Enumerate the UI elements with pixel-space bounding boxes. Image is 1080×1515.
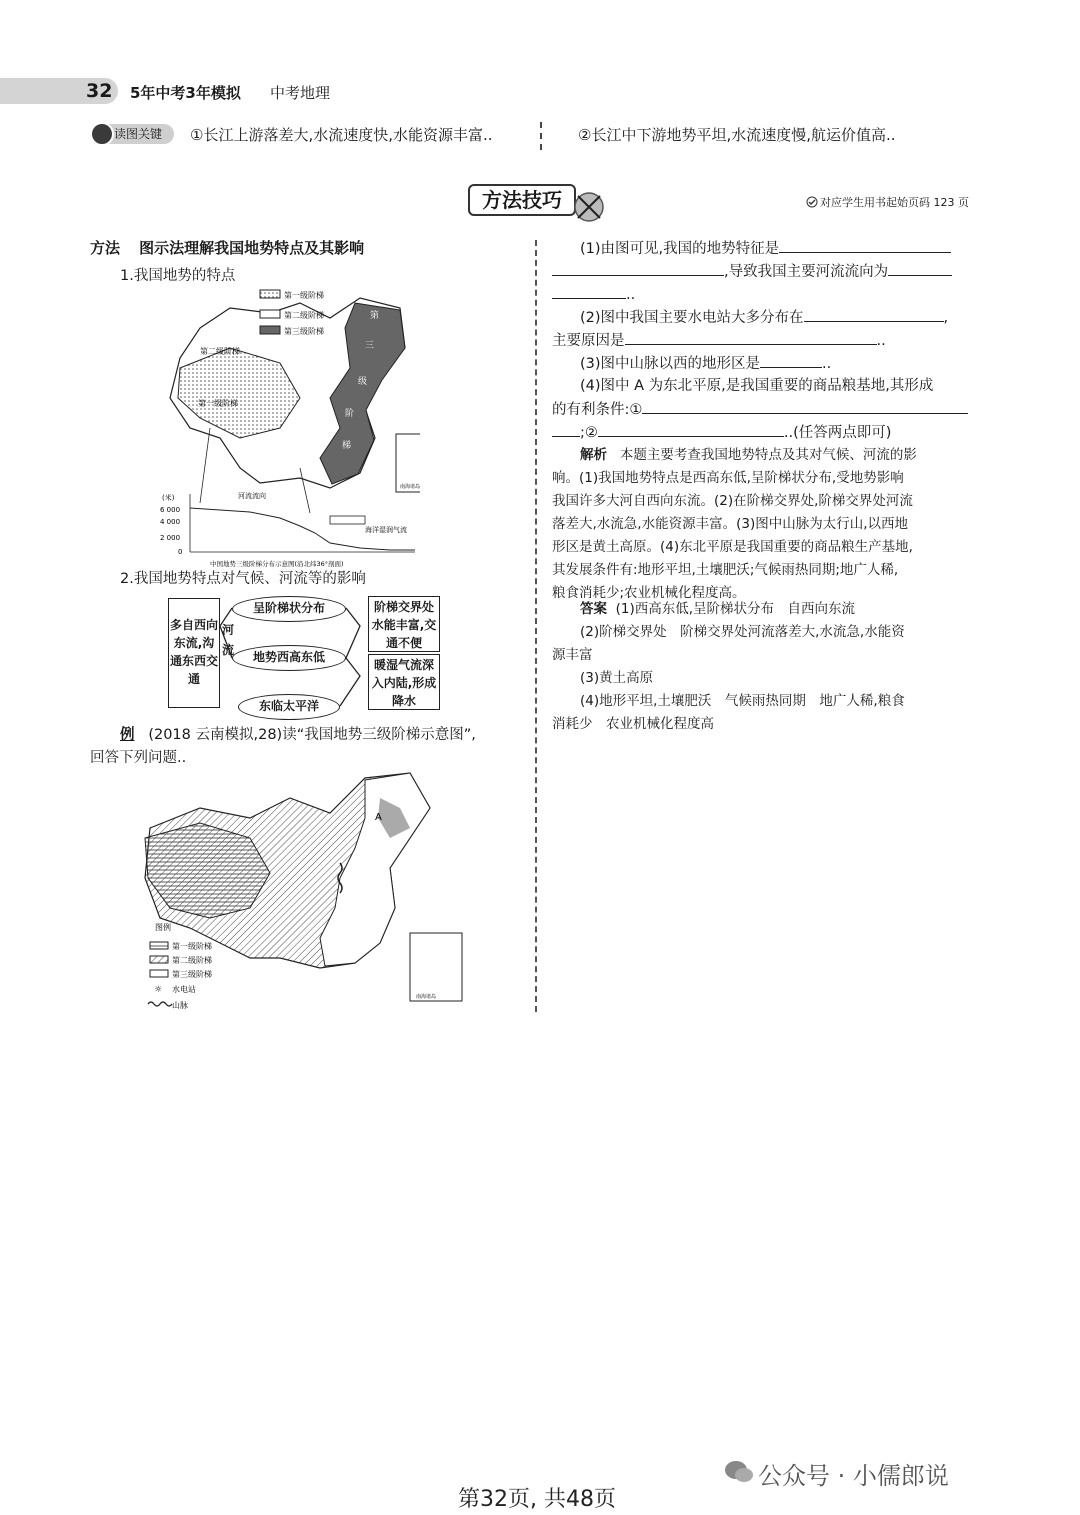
label-first-step: 第一级阶梯 (198, 399, 238, 408)
question-4-text-2: 的有利条件:① (552, 402, 643, 418)
label-second-step: 第二级阶梯 (200, 347, 240, 356)
legend-first: 第一级阶梯 (284, 291, 324, 300)
section-title: 方法技巧 (468, 184, 576, 216)
terrain-steps-map (160, 288, 420, 570)
answer-text: (1)西高东低,呈阶梯状分布 自西向东流 (615, 601, 856, 617)
label-third-char: 第 (370, 311, 380, 321)
key-point-1: ①长江上游落差大,水流速度快,水能资源丰富.. (190, 126, 493, 144)
ocean-air-label: 海洋湿润气流 (365, 526, 407, 534)
answer-blank[interactable] (760, 352, 822, 368)
answer-blank[interactable] (552, 283, 626, 299)
feature-pacific: 东临太平洋 (238, 694, 340, 720)
compass-icon (572, 190, 606, 224)
question-3 (580, 352, 831, 376)
example-label: 例 (120, 727, 135, 743)
inset-label: 南海诸岛 (400, 484, 420, 490)
answer-blank[interactable] (642, 398, 968, 414)
question-4-line-2 (552, 398, 968, 422)
question-1-text: (1)由图可见,我国的地势特征是 (580, 241, 780, 257)
profile-tick: 0 (178, 548, 183, 556)
analysis-text: 响。(1)我国地势特点是西高东低,呈阶梯状分布,受地势影响 (552, 470, 904, 486)
analysis-text: 我国许多大河自西向东流。(2)在阶梯交界处,阶梯交界处河流 (552, 493, 913, 509)
question-4-end: ..(任答两点即可) (783, 425, 892, 441)
answer-blank[interactable] (804, 306, 944, 322)
answer-text: 消耗少 农业机械化程度高 (552, 716, 714, 732)
answer-blank[interactable] (625, 329, 877, 345)
answer-text: (4)地形平坦,土壤肥沃 气候雨热同期 地广人稀,粮食 (580, 693, 905, 709)
question-3-end: .. (822, 356, 832, 372)
label-third-char: 阶 (345, 409, 355, 419)
question-1-text-2: ,导致我国主要河流流向为 (724, 264, 889, 280)
river-effect-box: 多自西向东流,沟通东西交通 (168, 598, 220, 708)
label-a: A (375, 812, 382, 823)
legend-hydropower: 水电站 (172, 985, 196, 994)
answer-text: (2)阶梯交界处 阶梯交界处河流落差大,水流急,水能资 (580, 624, 905, 640)
key-points-badge: 读图关键 (92, 124, 174, 144)
method-title: 图示法理解我国地势特点及其影响 (139, 239, 365, 257)
column-divider (535, 240, 537, 1012)
answer-text: 源丰富 (552, 647, 593, 663)
subheading-1: 1.我国地势的特点 (120, 268, 236, 284)
question-4-text-3: ;② (580, 425, 598, 441)
example-text-2: 回答下列问题.. (90, 750, 187, 766)
wechat-icon (724, 1458, 754, 1486)
legend-mountain: 山脉 (172, 1001, 188, 1010)
map1-caption: 中国地势三级阶梯分布示意图(沿北纬36°剖面) (210, 560, 344, 568)
answer-blank[interactable] (552, 260, 724, 276)
analysis-text: 本题主要考查我国地势特点及其对气候、河流的影 (619, 447, 917, 463)
label-third-char: 级 (358, 377, 368, 387)
question-2-text: (2)图中我国主要水电站大多分布在 (580, 310, 804, 326)
magnifier-icon (90, 122, 114, 146)
analysis-text: 落差大,水流急,水能资源丰富。(3)图中山脉为太行山,以西地 (552, 516, 908, 532)
legend-second: 第二级阶梯 (172, 956, 212, 965)
question-1-line-1 (580, 237, 951, 261)
analysis-text: 粮食消耗少;农业机械化程度高。 (552, 585, 746, 601)
answer-blank[interactable] (779, 237, 951, 253)
legend-second: 第二级阶梯 (284, 311, 324, 320)
legend-swatch-second (260, 310, 280, 318)
question-2-line-2 (552, 329, 886, 353)
page-number: 32 (86, 80, 113, 102)
legend-third: 第三级阶梯 (172, 970, 212, 979)
question-1-line-3 (552, 283, 635, 307)
subheading-2: 2.我国地势特点对气候、河流等的影响 (120, 571, 366, 587)
answer-line (580, 598, 855, 621)
profile-tick: 6 000 (160, 506, 181, 514)
label-third-char: 三 (365, 341, 375, 351)
legend-title: 图例 (155, 923, 171, 932)
example-text: (2018 云南模拟,28)读“我国地势三级阶梯示意图”, (148, 727, 476, 743)
answer-text: (3)黄土高原 (580, 670, 654, 686)
question-2-line-1: (2)图中我国主要水电站大多分布在 , (580, 306, 948, 330)
question-4-line-1: (4)图中 A 为东北平原,是我国重要的商品粮基地,其形成 (580, 378, 934, 394)
legend-first: 第一级阶梯 (172, 942, 212, 951)
answer-blank[interactable] (552, 421, 580, 437)
profile-unit: (米) (162, 494, 175, 502)
legend-swatch-third (260, 326, 280, 334)
river-direction-label: 河流流向 (238, 492, 266, 500)
subject-title: 中考地理 (270, 84, 331, 102)
question-1-end: .. (626, 287, 636, 303)
watermark: 公众号 · 小儒郎说 (758, 1462, 949, 1490)
answer-label: 答案 (580, 601, 607, 617)
question-1-line-2 (552, 260, 952, 284)
divider (540, 122, 542, 150)
method-label: 方法 (90, 239, 121, 257)
question-3-text: (3)图中山脉以西的地形区是 (580, 356, 761, 372)
answer-blank[interactable] (598, 421, 784, 437)
question-2-end: .. (876, 333, 886, 349)
question-2-text-2: 主要原因是 (552, 333, 625, 349)
inset-label: 南海诸岛 (416, 994, 437, 1000)
china-steps-map (140, 768, 470, 1016)
example-intro (120, 724, 476, 747)
reference-note: 对应学生用书起始页码 123 页 (820, 196, 969, 209)
analysis-text: 其发展条件有:地形平坦,土壤肥沃;气候雨热同期;地广人稀, (552, 562, 899, 578)
feature-west-high: 地势西高东低 (232, 645, 346, 671)
page-info: 第32页, 共48页 (458, 1487, 616, 1512)
book-series-title: 5年中考3年模拟 (130, 84, 241, 102)
profile-tick: 2 000 (160, 534, 181, 542)
question-4-line-3 (552, 421, 891, 445)
profile-tick: 4 000 (160, 518, 181, 526)
analysis-label: 解析 (580, 447, 607, 463)
hydropower-effect-box: 阶梯交界处水能丰富,交通不便 (368, 596, 440, 652)
legend-swatch-first (260, 290, 280, 298)
analysis-line (580, 444, 917, 467)
key-point-2: ②长江中下游地势平坦,水流速度慢,航运价值高.. (578, 126, 896, 144)
label-third-char: 梯 (342, 441, 352, 451)
analysis-text: 形区是黄土高原。(4)东北平原是我国重要的商品粮生产基地, (552, 539, 913, 555)
feature-steps: 呈阶梯状分布 (232, 596, 346, 622)
answer-blank[interactable] (888, 260, 952, 276)
check-icon (806, 196, 818, 208)
hydropower-icon: ☼ (154, 985, 163, 995)
flow-connectors (220, 596, 368, 720)
legend-third: 第三级阶梯 (284, 327, 324, 336)
monsoon-effect-box: 暖湿气流深入内陆,形成降水 (368, 654, 440, 710)
method-heading (90, 237, 364, 260)
river-label: 河流 (222, 623, 235, 657)
